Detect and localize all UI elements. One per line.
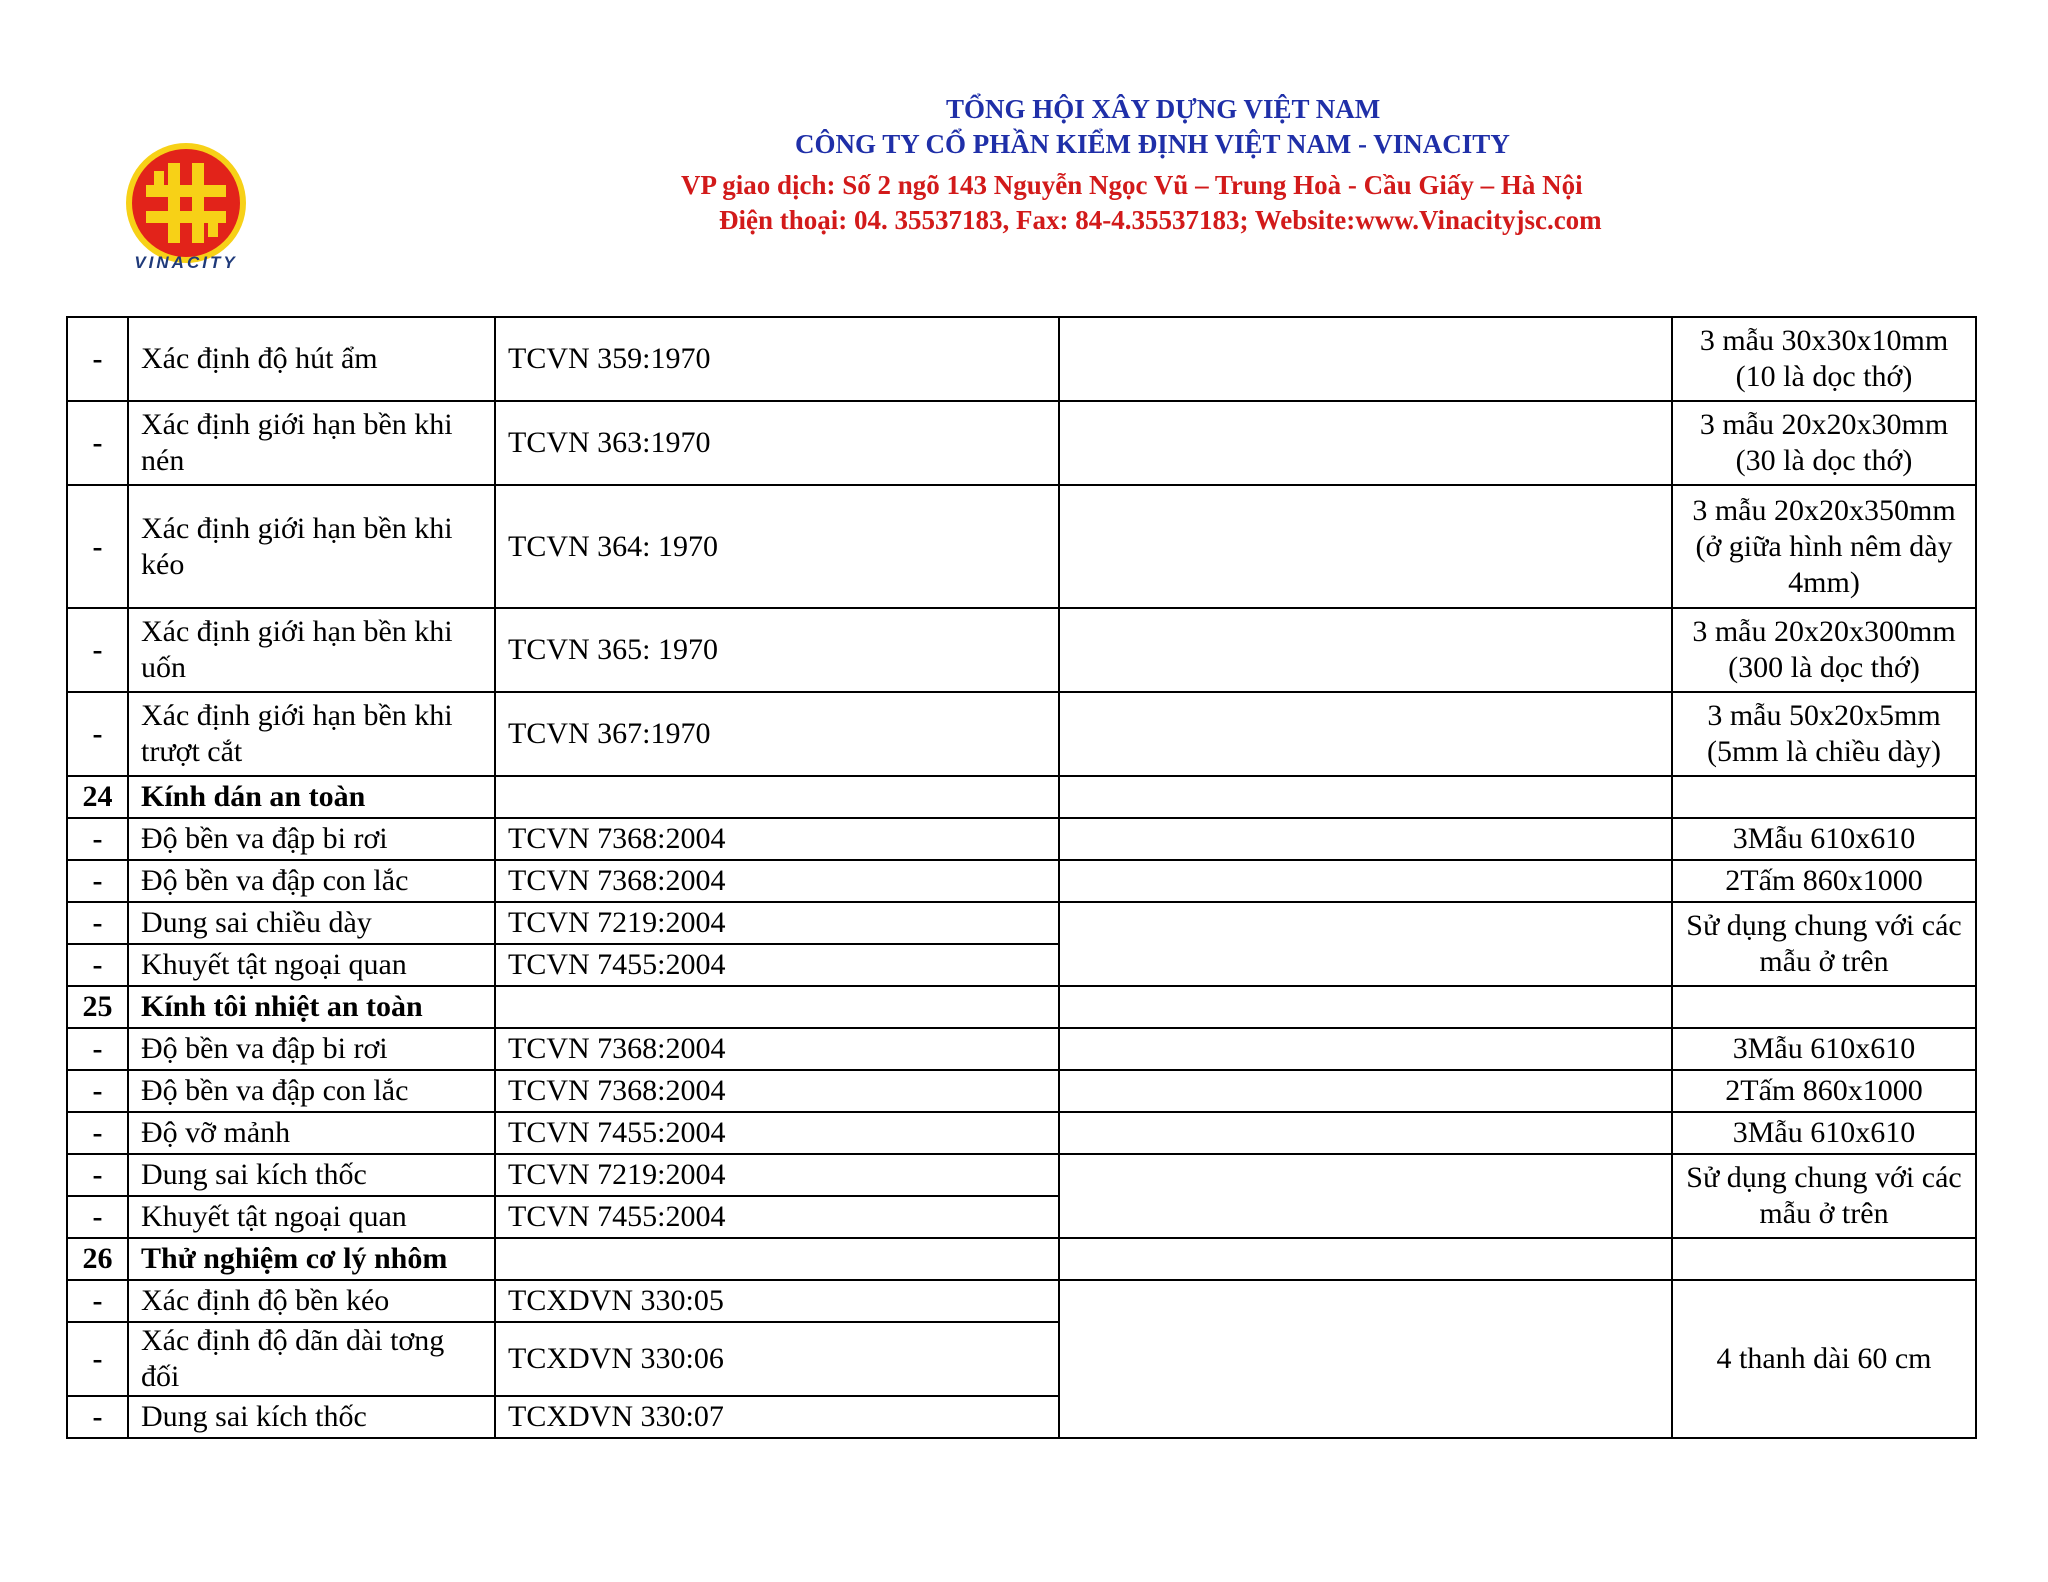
org-name: TỔNG HỘI XÂY DỰNG VIỆT NAM xyxy=(946,94,1381,124)
table-row xyxy=(67,485,1976,608)
row-number: - xyxy=(67,1196,128,1238)
method-cell xyxy=(1059,1280,1672,1438)
test-standard: TCVN 7219:2004 xyxy=(495,1154,1059,1196)
logo-caption: VINACITY xyxy=(134,253,238,272)
test-standard: TCVN 7455:2004 xyxy=(495,944,1059,986)
table-row xyxy=(67,902,1976,944)
sample-spec: 3Mẫu 610x610 xyxy=(1672,818,1976,860)
table-row xyxy=(67,608,1976,692)
sample-spec: 2Tấm 860x1000 xyxy=(1672,1070,1976,1112)
test-name: Dung sai kích thốc xyxy=(128,1154,495,1196)
test-name: Khuyết tật ngoại quan xyxy=(128,1196,495,1238)
row-number: - xyxy=(67,1112,128,1154)
sample-spec xyxy=(1672,1238,1976,1280)
row-number: - xyxy=(67,1154,128,1196)
sample-spec: 3 mẫu 20x20x350mm (ở giữa hình nêm dày 4mm) xyxy=(1672,485,1976,608)
row-number: - xyxy=(67,1322,128,1396)
test-name: Xác định giới hạn bền khi nén xyxy=(128,401,495,485)
section-number: 26 xyxy=(67,1238,128,1280)
test-name: Khuyết tật ngoại quan xyxy=(128,944,495,986)
sample-spec: 3 mẫu 20x20x30mm (30 là dọc thớ) xyxy=(1672,401,1976,485)
test-name: Dung sai kích thốc xyxy=(128,1396,495,1438)
table-row xyxy=(67,860,1976,902)
sample-spec: 3 mẫu 50x20x5mm (5mm là chiều dày) xyxy=(1672,692,1976,776)
test-name: Xác định độ dãn dài tơng đối xyxy=(128,1322,495,1396)
method-cell xyxy=(1059,485,1672,608)
test-standard: TCVN 7219:2004 xyxy=(495,902,1059,944)
table-row xyxy=(67,1112,1976,1154)
section-title: Kính dán an toàn xyxy=(128,776,495,818)
sample-spec xyxy=(1672,776,1976,818)
test-standard: TCVN 7368:2004 xyxy=(495,860,1059,902)
method-cell xyxy=(1059,401,1672,485)
sample-spec: 3 mẫu 20x20x300mm (300 là dọc thớ) xyxy=(1672,608,1976,692)
test-standard: TCVN 7368:2004 xyxy=(495,1028,1059,1070)
test-name: Xác định giới hạn bền khi kéo xyxy=(128,485,495,608)
section-title: Kính tôi nhiệt an toàn xyxy=(128,986,495,1028)
company-address: VP giao dịch: Số 2 ngõ 143 Nguyễn Ngọc Vũ – Trung Hoà - Cầu Giấy – Hà Nội xyxy=(681,170,1583,200)
test-standard: TCVN 7455:2004 xyxy=(495,1196,1059,1238)
test-standard: TCXDVN 330:05 xyxy=(495,1280,1059,1322)
method-cell xyxy=(1059,1070,1672,1112)
section-row xyxy=(67,1238,1976,1280)
test-name: Độ bền va đập con lắc xyxy=(128,860,495,902)
section-row xyxy=(67,776,1976,818)
section-number: 24 xyxy=(67,776,128,818)
test-standard: TCXDVN 330:07 xyxy=(495,1396,1059,1438)
test-name: Độ bền va đập bi rơi xyxy=(128,1028,495,1070)
test-standard: TCVN 367:1970 xyxy=(495,692,1059,776)
test-standard: TCVN 7368:2004 xyxy=(495,1070,1059,1112)
section-title: Thử nghiệm cơ lý nhôm xyxy=(128,1238,495,1280)
sample-spec: 2Tấm 860x1000 xyxy=(1672,860,1976,902)
test-standards-table xyxy=(66,316,1977,1439)
test-name: Xác định giới hạn bền khi uốn xyxy=(128,608,495,692)
row-number: - xyxy=(67,902,128,944)
row-number: - xyxy=(67,485,128,608)
method-cell xyxy=(1059,1154,1672,1238)
table-row xyxy=(67,317,1976,401)
row-number: - xyxy=(67,1280,128,1322)
method-cell xyxy=(1059,776,1672,818)
sample-spec: 3Mẫu 610x610 xyxy=(1672,1028,1976,1070)
row-number: - xyxy=(67,401,128,485)
test-standard: TCVN 365: 1970 xyxy=(495,608,1059,692)
method-cell xyxy=(1059,692,1672,776)
table-row xyxy=(67,1280,1976,1322)
test-name: Dung sai chiều dày xyxy=(128,902,495,944)
test-name: Độ vỡ mảnh xyxy=(128,1112,495,1154)
test-name: Xác định độ bền kéo xyxy=(128,1280,495,1322)
table-row xyxy=(67,1028,1976,1070)
table-row xyxy=(67,1154,1976,1196)
table-row xyxy=(67,401,1976,485)
test-name: Xác định giới hạn bền khi trượt cắt xyxy=(128,692,495,776)
row-number: - xyxy=(67,692,128,776)
row-number: - xyxy=(67,860,128,902)
method-cell xyxy=(1059,608,1672,692)
table-row xyxy=(67,1070,1976,1112)
test-standard: TCVN 364: 1970 xyxy=(495,485,1059,608)
company-contact: Điện thoại: 04. 35537183, Fax: 84-4.35537183; Website:www.Vinacityjsc.com xyxy=(719,205,1602,235)
row-number: - xyxy=(67,818,128,860)
test-name: Độ bền va đập bi rơi xyxy=(128,818,495,860)
row-number: - xyxy=(67,944,128,986)
test-standard: TCVN 363:1970 xyxy=(495,401,1059,485)
method-cell xyxy=(1059,902,1672,986)
method-cell xyxy=(1059,818,1672,860)
method-cell xyxy=(1059,1112,1672,1154)
sample-spec xyxy=(1672,986,1976,1028)
sample-spec: Sử dụng chung với các mẫu ở trên xyxy=(1672,1154,1976,1238)
test-standard: TCVN 7368:2004 xyxy=(495,818,1059,860)
method-cell xyxy=(1059,860,1672,902)
test-name: Độ bền va đập con lắc xyxy=(128,1070,495,1112)
table-row xyxy=(67,692,1976,776)
row-number: - xyxy=(67,1396,128,1438)
row-number: - xyxy=(67,1028,128,1070)
sample-spec: 3 mẫu 30x30x10mm (10 là dọc thớ) xyxy=(1672,317,1976,401)
method-cell xyxy=(1059,1238,1672,1280)
test-standard xyxy=(495,986,1059,1028)
test-standard: TCXDVN 330:06 xyxy=(495,1322,1059,1396)
test-standard xyxy=(495,1238,1059,1280)
test-standard: TCVN 7455:2004 xyxy=(495,1112,1059,1154)
sample-spec: 3Mẫu 610x610 xyxy=(1672,1112,1976,1154)
test-standard xyxy=(495,776,1059,818)
test-name: Xác định độ hút ẩm xyxy=(128,317,495,401)
method-cell xyxy=(1059,317,1672,401)
section-number: 25 xyxy=(67,986,128,1028)
test-standard: TCVN 359:1970 xyxy=(495,317,1059,401)
method-cell xyxy=(1059,986,1672,1028)
row-number: - xyxy=(67,608,128,692)
section-row xyxy=(67,986,1976,1028)
method-cell xyxy=(1059,1028,1672,1070)
row-number: - xyxy=(67,1070,128,1112)
row-number: - xyxy=(67,317,128,401)
sample-spec: 4 thanh dài 60 cm xyxy=(1672,1280,1976,1438)
sample-spec: Sử dụng chung với các mẫu ở trên xyxy=(1672,902,1976,986)
table-row xyxy=(67,818,1976,860)
company-name: CÔNG TY CỔ PHẦN KIỂM ĐỊNH VIỆT NAM - VINACITY xyxy=(795,129,1510,159)
